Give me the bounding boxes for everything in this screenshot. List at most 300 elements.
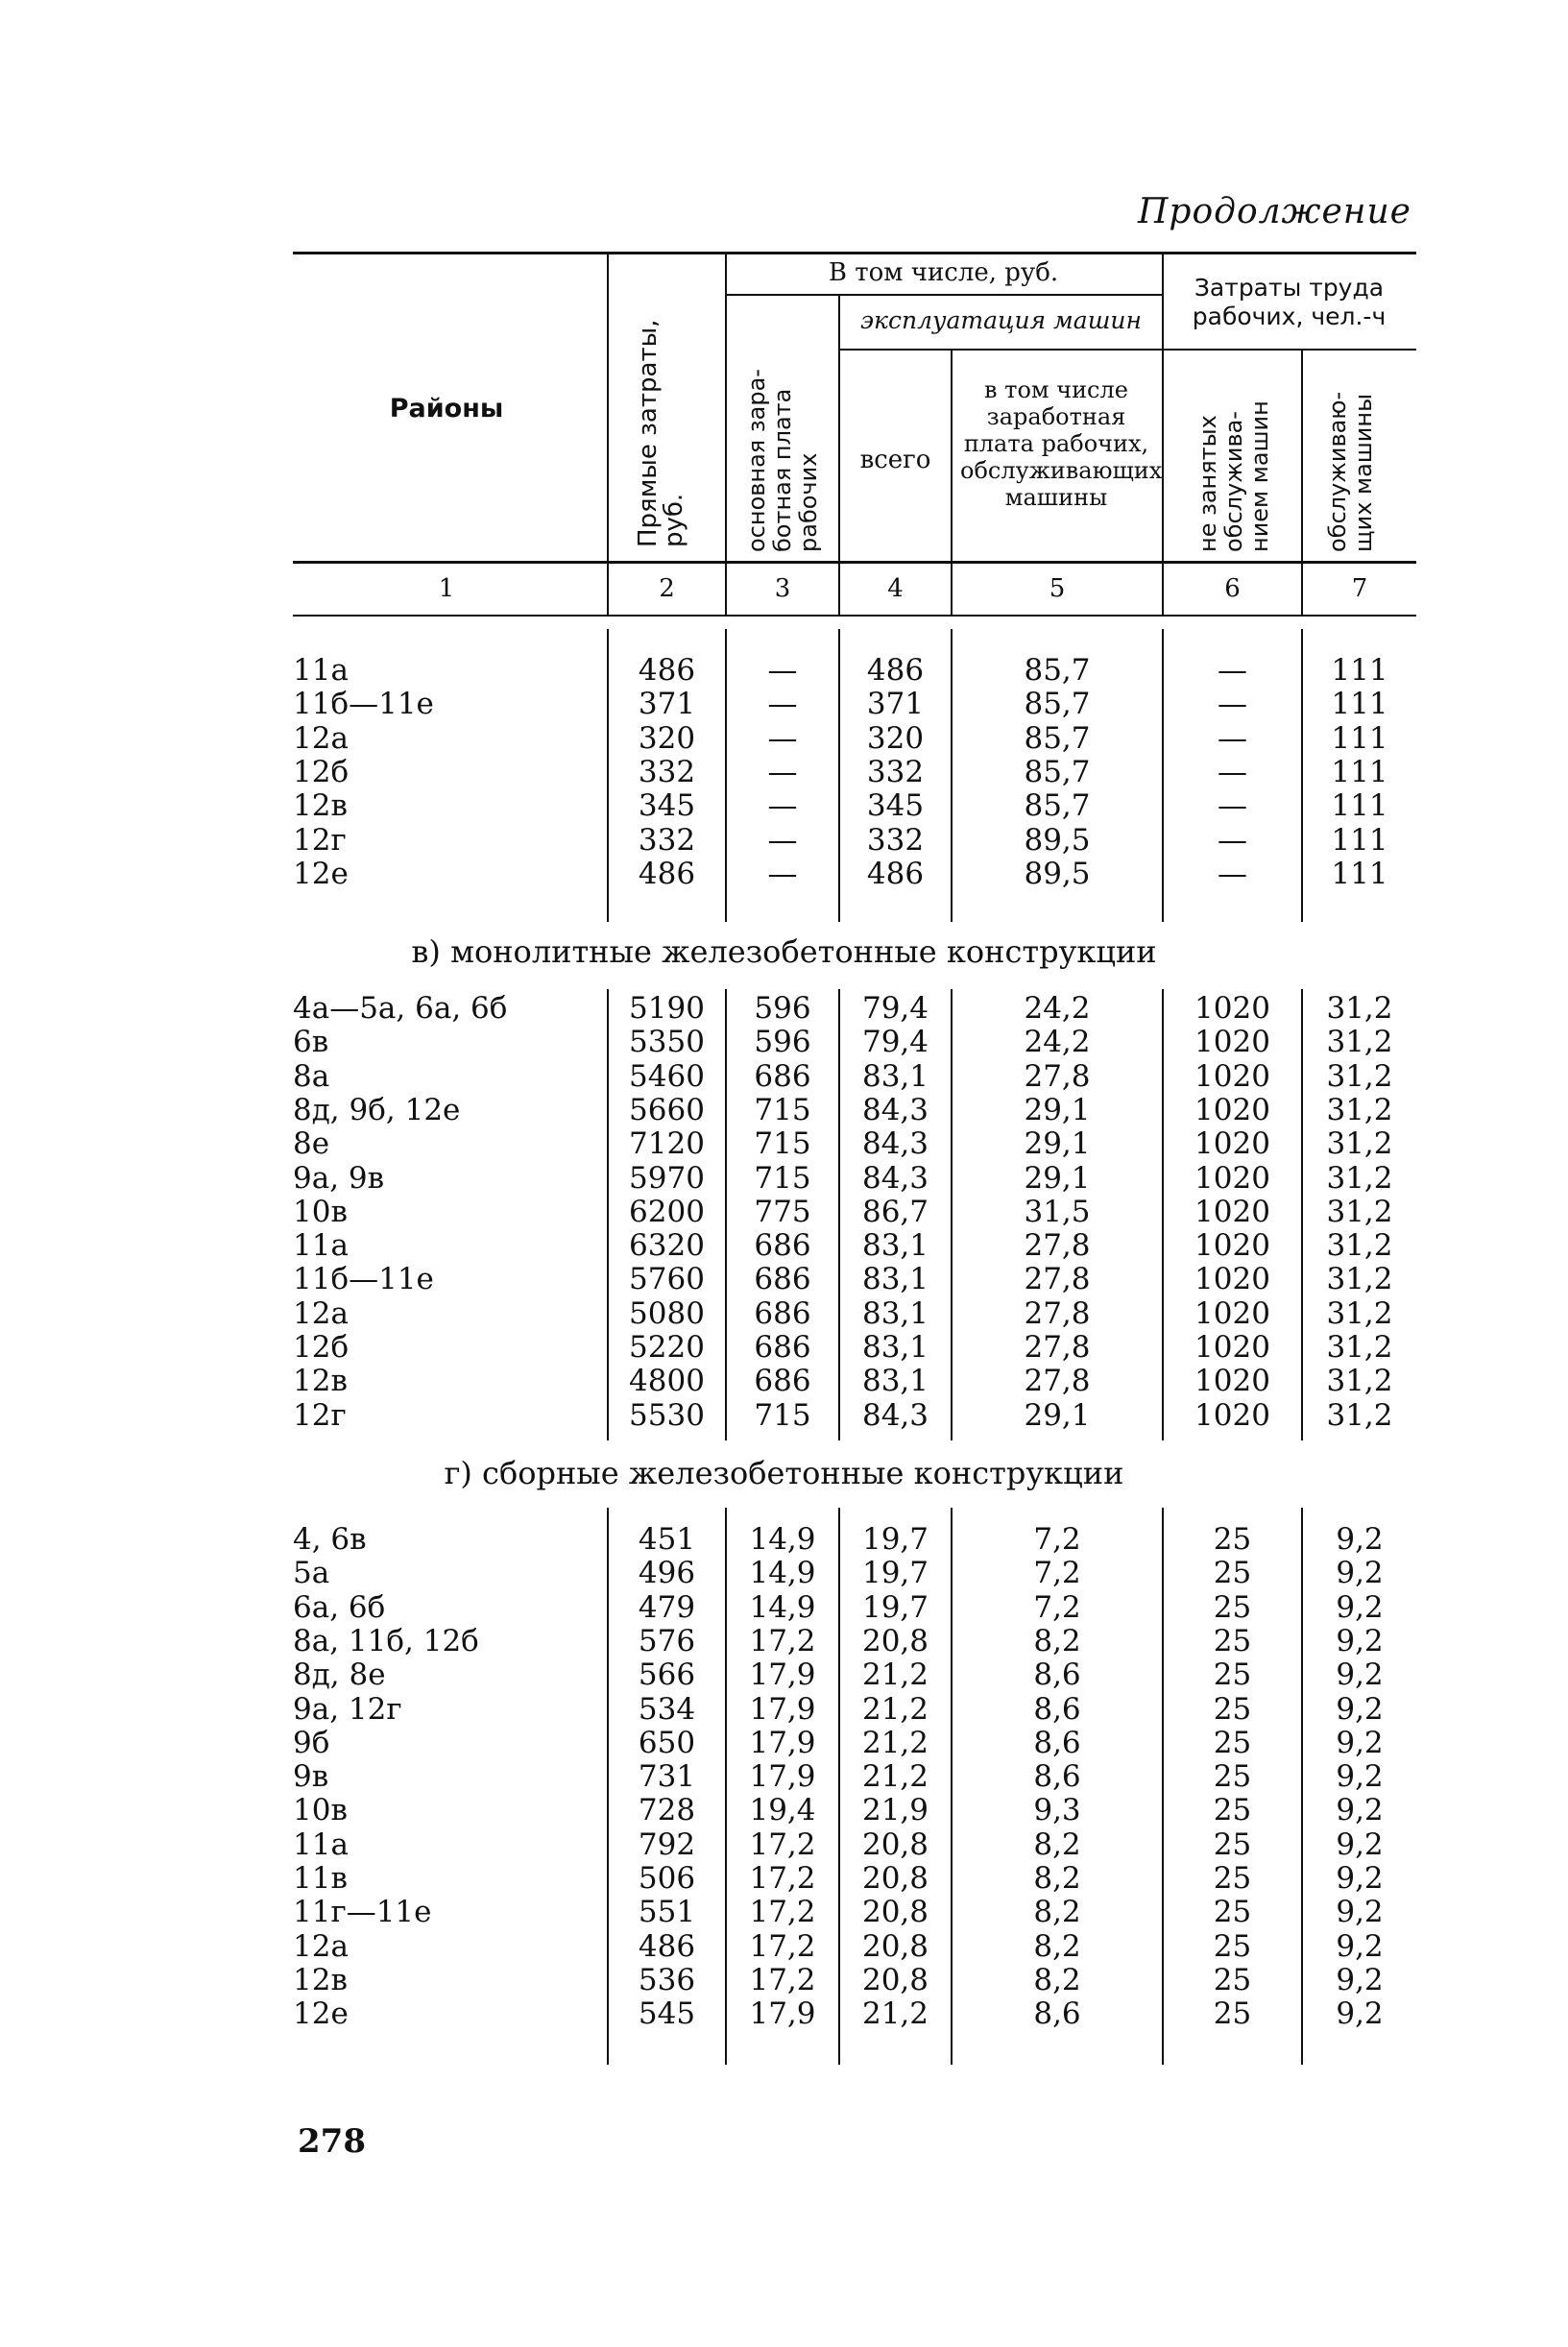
header-including-rub: В том числе, руб. <box>828 258 1059 287</box>
table-row <box>0 1330 1568 1365</box>
region-cell: 12б <box>293 754 350 789</box>
table-row <box>0 687 1568 721</box>
table-row <box>0 1228 1568 1263</box>
value-cell-c2: 371 <box>638 687 696 722</box>
value-cell-c7: 111 <box>1331 687 1388 722</box>
region-cell: 9а, 9в <box>293 1160 385 1196</box>
region-cell: 11в <box>293 1861 348 1896</box>
value-cell-c3: 19,4 <box>749 1793 816 1828</box>
column-number: 7 <box>1351 574 1368 603</box>
value-cell-c2: 5460 <box>629 1058 705 1094</box>
value-cell-c3: 17,2 <box>749 1895 816 1930</box>
value-cell-c3: 775 <box>754 1194 811 1229</box>
value-cell-c7: 31,2 <box>1326 1194 1393 1229</box>
value-cell-c6: 25 <box>1213 1861 1252 1896</box>
header-machine-operation: эксплуатация машин <box>860 306 1142 334</box>
value-cell-c4: 19,7 <box>861 1589 929 1625</box>
table-row <box>0 1059 1568 1094</box>
value-cell-c7: 9,2 <box>1336 1895 1384 1930</box>
value-cell-c6: 1020 <box>1194 1295 1270 1331</box>
table-row <box>0 1624 1568 1658</box>
region-cell: 12а <box>293 1295 349 1331</box>
header-machine-workers: обслуживаю- щих машины <box>1324 391 1377 552</box>
value-cell-c3: — <box>767 788 798 824</box>
value-cell-c3: 17,2 <box>749 1827 816 1862</box>
value-cell-c4: 21,9 <box>861 1793 929 1828</box>
value-cell-c7: 31,2 <box>1326 1025 1393 1060</box>
value-cell-c4: 83,1 <box>861 1364 929 1399</box>
value-cell-c4: 21,2 <box>861 1759 929 1795</box>
value-cell-c6: 25 <box>1213 1623 1252 1658</box>
value-cell-c7: 9,2 <box>1336 1522 1384 1557</box>
value-cell-c3: 715 <box>754 1397 811 1433</box>
value-cell-c4: 21,2 <box>861 1691 929 1727</box>
value-cell-c6: 1020 <box>1194 1058 1270 1094</box>
value-cell-c7: 9,2 <box>1336 1623 1384 1658</box>
value-cell-c2: 792 <box>638 1827 696 1862</box>
value-cell-c2: 5760 <box>629 1262 705 1297</box>
value-cell-c2: 4800 <box>629 1364 705 1399</box>
region-cell: 11б—11е <box>293 1262 434 1297</box>
value-cell-c5: 29,1 <box>1024 1126 1091 1162</box>
region-cell: 12е <box>293 1996 349 2032</box>
region-cell: 12в <box>293 788 348 824</box>
value-cell-c5: 7,2 <box>1033 1556 1081 1591</box>
value-cell-c5: 8,2 <box>1033 1962 1081 1997</box>
value-cell-c6: 1020 <box>1194 1025 1270 1060</box>
value-cell-c5: 89,5 <box>1024 856 1091 891</box>
value-cell-c7: 9,2 <box>1336 1962 1384 1997</box>
machine-sub-rule <box>840 349 1162 351</box>
labor-sub-rule <box>1164 349 1416 351</box>
value-cell-c4: 19,7 <box>861 1556 929 1591</box>
value-cell-c5: 8,6 <box>1033 1759 1081 1795</box>
value-cell-c2: 551 <box>638 1895 696 1930</box>
value-cell-c6: 25 <box>1213 1996 1252 2032</box>
value-cell-c5: 8,2 <box>1033 1827 1081 1862</box>
table-row <box>0 1590 1568 1625</box>
table-row <box>0 823 1568 858</box>
value-cell-c5: 89,5 <box>1024 822 1091 858</box>
table-row <box>0 1963 1568 1997</box>
value-cell-c5: 8,6 <box>1033 1725 1081 1760</box>
value-cell-c2: 345 <box>638 788 696 824</box>
table-row <box>0 1093 1568 1127</box>
value-cell-c2: 5080 <box>629 1295 705 1331</box>
value-cell-c4: 20,8 <box>861 1623 929 1658</box>
region-cell: 4, 6в <box>293 1522 367 1557</box>
section-title-precast: г) сборные железобетонные конструкции <box>444 1455 1124 1491</box>
column-number: 1 <box>438 574 455 603</box>
column-number: 5 <box>1049 574 1066 603</box>
colnum-vline <box>838 561 840 615</box>
value-cell-c2: 486 <box>638 653 696 688</box>
value-cell-c6: 1020 <box>1194 1364 1270 1399</box>
including-sub-rule <box>725 294 1162 296</box>
region-cell: 11б—11е <box>293 687 434 722</box>
value-cell-c5: 29,1 <box>1024 1160 1091 1196</box>
value-cell-c4: 84,3 <box>861 1397 929 1433</box>
value-cell-c2: 5350 <box>629 1025 705 1060</box>
value-cell-c2: 566 <box>638 1657 696 1693</box>
value-cell-c4: 20,8 <box>861 1827 929 1862</box>
value-cell-c2: 5220 <box>629 1330 705 1365</box>
value-cell-c4: 86,7 <box>861 1194 929 1229</box>
value-cell-c7: 111 <box>1331 788 1388 824</box>
page-number: 278 <box>298 2122 366 2161</box>
region-cell: 12а <box>293 720 349 756</box>
value-cell-c3: 14,9 <box>749 1556 816 1591</box>
region-cell: 11г—11е <box>293 1895 432 1930</box>
body-vline <box>1301 629 1303 922</box>
body-vline <box>951 989 953 1440</box>
value-cell-c2: 5190 <box>629 991 705 1026</box>
value-cell-c7: 9,2 <box>1336 1861 1384 1896</box>
value-cell-c3: — <box>767 720 798 756</box>
region-cell: 12в <box>293 1962 348 1997</box>
value-cell-c4: 20,8 <box>861 1895 929 1930</box>
region-cell: 10в <box>293 1793 348 1828</box>
value-cell-c4: 332 <box>866 754 925 789</box>
value-cell-c7: 111 <box>1331 822 1388 858</box>
table-row <box>0 1398 1568 1433</box>
value-cell-c3: 596 <box>754 991 811 1026</box>
table-row <box>0 991 1568 1026</box>
value-cell-c7: 31,2 <box>1326 1228 1393 1264</box>
table-row <box>0 1195 1568 1229</box>
region-cell: 12б <box>293 1330 350 1365</box>
value-cell-c6: — <box>1218 653 1247 688</box>
value-cell-c4: 371 <box>866 687 925 722</box>
value-cell-c5: 24,2 <box>1024 1025 1091 1060</box>
region-cell: 8е <box>293 1126 330 1162</box>
value-cell-c3: 686 <box>754 1295 811 1331</box>
value-cell-c4: 79,4 <box>861 1025 929 1060</box>
colnum-vline <box>951 561 953 615</box>
body-vline <box>607 989 609 1440</box>
column-number: 3 <box>774 574 791 603</box>
value-cell-c3: 17,2 <box>749 1623 816 1658</box>
value-cell-c6: — <box>1218 754 1247 789</box>
value-cell-c6: 25 <box>1213 1962 1252 1997</box>
value-cell-c5: 8,6 <box>1033 1657 1081 1693</box>
value-cell-c7: 31,2 <box>1326 1058 1393 1094</box>
value-cell-c3: 17,2 <box>749 1861 816 1896</box>
value-cell-c2: 545 <box>638 1996 696 2032</box>
value-cell-c5: 85,7 <box>1024 653 1091 688</box>
column-number: 4 <box>887 574 904 603</box>
table-row <box>0 755 1568 789</box>
value-cell-c6: 1020 <box>1194 1228 1270 1264</box>
value-cell-c4: 19,7 <box>861 1522 929 1557</box>
value-cell-c7: 111 <box>1331 653 1388 688</box>
value-cell-c6: — <box>1218 687 1247 722</box>
table-row <box>0 1025 1568 1059</box>
value-cell-c5: 27,8 <box>1024 1058 1091 1094</box>
table-row <box>0 721 1568 756</box>
table-row <box>0 1657 1568 1692</box>
value-cell-c6: 1020 <box>1194 1126 1270 1162</box>
region-cell: 12в <box>293 1364 348 1399</box>
value-cell-c6: — <box>1218 788 1247 824</box>
value-cell-c7: 9,2 <box>1336 1759 1384 1795</box>
value-cell-c5: 85,7 <box>1024 687 1091 722</box>
header-basic-wage: основная зара- ботная плата рабочих <box>743 369 822 552</box>
value-cell-c2: 576 <box>638 1623 696 1658</box>
value-cell-c6: — <box>1218 720 1247 756</box>
header-regions: Районы <box>389 394 504 423</box>
value-cell-c5: 85,7 <box>1024 788 1091 824</box>
value-cell-c7: 9,2 <box>1336 1589 1384 1625</box>
value-cell-c3: 17,9 <box>749 1759 816 1795</box>
region-cell: 10в <box>293 1194 348 1229</box>
value-cell-c7: 111 <box>1331 754 1388 789</box>
table-row <box>0 1996 1568 2031</box>
value-cell-c3: 715 <box>754 1160 811 1196</box>
value-cell-c3: 17,2 <box>749 1928 816 1964</box>
value-cell-c4: 486 <box>866 653 925 688</box>
region-cell: 4а—5а, 6а, 6б <box>293 991 508 1026</box>
value-cell-c3: — <box>767 856 798 891</box>
table-row <box>0 1929 1568 1964</box>
value-cell-c7: 9,2 <box>1336 1996 1384 2032</box>
value-cell-c7: 9,2 <box>1336 1657 1384 1693</box>
region-cell: 12г <box>293 822 347 858</box>
table-row <box>0 1126 1568 1161</box>
value-cell-c5: 8,6 <box>1033 1691 1081 1727</box>
value-cell-c2: 332 <box>638 822 696 858</box>
value-cell-c3: 14,9 <box>749 1589 816 1625</box>
value-cell-c5: 85,7 <box>1024 754 1091 789</box>
value-cell-c3: — <box>767 653 798 688</box>
value-cell-c2: 320 <box>638 720 696 756</box>
header-total: всего <box>859 446 931 474</box>
body-vline <box>1162 629 1164 922</box>
colnum-vline <box>607 561 609 615</box>
body-vline <box>838 629 840 922</box>
value-cell-c2: 479 <box>638 1589 696 1625</box>
value-cell-c5: 8,2 <box>1033 1861 1081 1896</box>
value-cell-c4: 486 <box>866 856 925 891</box>
value-cell-c4: 320 <box>866 720 925 756</box>
value-cell-c6: 25 <box>1213 1725 1252 1760</box>
value-cell-c6: 1020 <box>1194 1397 1270 1433</box>
body-vline <box>951 1508 953 2065</box>
region-cell: 9б <box>293 1725 330 1760</box>
value-cell-c4: 83,1 <box>861 1262 929 1297</box>
value-cell-c7: 31,2 <box>1326 991 1393 1026</box>
body-vline <box>725 629 727 922</box>
value-cell-c6: 1020 <box>1194 1092 1270 1127</box>
value-cell-c5: 8,2 <box>1033 1928 1081 1964</box>
value-cell-c3: — <box>767 687 798 722</box>
region-cell: 8д, 9б, 12е <box>293 1092 461 1127</box>
value-cell-c2: 451 <box>638 1522 696 1557</box>
value-cell-c4: 20,8 <box>861 1962 929 1997</box>
table-row <box>0 1726 1568 1760</box>
value-cell-c2: 496 <box>638 1556 696 1591</box>
table-row <box>0 1262 1568 1296</box>
value-cell-c2: 728 <box>638 1793 696 1828</box>
value-cell-c6: 1020 <box>1194 1330 1270 1365</box>
value-cell-c3: 17,9 <box>749 1657 816 1693</box>
value-cell-c5: 29,1 <box>1024 1092 1091 1127</box>
value-cell-c3: 715 <box>754 1092 811 1127</box>
value-cell-c3: 17,9 <box>749 1691 816 1727</box>
value-cell-c7: 31,2 <box>1326 1262 1393 1297</box>
table-row <box>0 1759 1568 1794</box>
value-cell-c6: 25 <box>1213 1556 1252 1591</box>
table-row <box>0 1692 1568 1727</box>
region-cell: 5а <box>293 1556 330 1591</box>
value-cell-c4: 21,2 <box>861 1996 929 2032</box>
header-labor-costs: Затраты труда рабочих, чел.-ч <box>1192 274 1387 330</box>
value-cell-c5: 8,2 <box>1033 1895 1081 1930</box>
body-vline <box>838 1508 840 2065</box>
value-cell-c4: 332 <box>866 822 925 858</box>
table-row <box>0 1861 1568 1896</box>
value-cell-c5: 27,8 <box>1024 1228 1091 1264</box>
region-cell: 12а <box>293 1928 349 1964</box>
value-cell-c3: 17,2 <box>749 1962 816 1997</box>
value-cell-c6: 25 <box>1213 1895 1252 1930</box>
colnum-vline <box>1162 561 1164 615</box>
value-cell-c7: 31,2 <box>1326 1092 1393 1127</box>
value-cell-c6: 25 <box>1213 1522 1252 1557</box>
value-cell-c3: 686 <box>754 1330 811 1365</box>
value-cell-c3: 596 <box>754 1025 811 1060</box>
colnum-bottom-rule <box>293 615 1416 617</box>
value-cell-c7: 9,2 <box>1336 1827 1384 1862</box>
value-cell-c5: 7,2 <box>1033 1589 1081 1625</box>
value-cell-c7: 31,2 <box>1326 1330 1393 1365</box>
value-cell-c2: 650 <box>638 1725 696 1760</box>
body-vline <box>725 1508 727 2065</box>
value-cell-c4: 21,2 <box>861 1657 929 1693</box>
value-cell-c2: 6320 <box>629 1228 705 1264</box>
region-cell: 8а, 11б, 12б <box>293 1623 479 1658</box>
value-cell-c5: 8,2 <box>1033 1623 1081 1658</box>
header-incl-wage: в том числе заработная плата рабочих, обслуживающих машины <box>960 376 1163 511</box>
value-cell-c2: 5530 <box>629 1397 705 1433</box>
table-row <box>0 1556 1568 1590</box>
value-cell-c5: 9,3 <box>1033 1793 1081 1828</box>
region-cell: 11а <box>293 1228 349 1264</box>
column-number: 6 <box>1224 574 1241 603</box>
body-vline <box>838 989 840 1440</box>
value-cell-c4: 84,3 <box>861 1126 929 1162</box>
value-cell-c2: 7120 <box>629 1126 705 1162</box>
value-cell-c7: 31,2 <box>1326 1397 1393 1433</box>
region-cell: 11а <box>293 1827 349 1862</box>
value-cell-c6: 1020 <box>1194 1262 1270 1297</box>
value-cell-c3: — <box>767 822 798 858</box>
value-cell-c2: 506 <box>638 1861 696 1896</box>
value-cell-c3: 686 <box>754 1262 811 1297</box>
value-cell-c3: — <box>767 754 798 789</box>
value-cell-c5: 31,5 <box>1024 1194 1091 1229</box>
value-cell-c3: 686 <box>754 1058 811 1094</box>
value-cell-c7: 9,2 <box>1336 1793 1384 1828</box>
value-cell-c5: 27,8 <box>1024 1364 1091 1399</box>
value-cell-c3: 14,9 <box>749 1522 816 1557</box>
value-cell-c7: 31,2 <box>1326 1126 1393 1162</box>
table-row <box>0 653 1568 688</box>
table-row <box>0 1161 1568 1196</box>
value-cell-c6: 25 <box>1213 1589 1252 1625</box>
region-cell: 6а, 6б <box>293 1589 386 1625</box>
value-cell-c3: 686 <box>754 1228 811 1264</box>
header-direct-costs: Прямые затраты, руб. <box>634 319 688 547</box>
body-vline <box>1301 989 1303 1440</box>
value-cell-c2: 536 <box>638 1962 696 1997</box>
value-cell-c6: 1020 <box>1194 1160 1270 1196</box>
value-cell-c6: 1020 <box>1194 1194 1270 1229</box>
column-number: 2 <box>659 574 675 603</box>
body-vline <box>607 1508 609 2065</box>
value-cell-c2: 5970 <box>629 1160 705 1196</box>
region-cell: 9в <box>293 1759 329 1795</box>
value-cell-c3: 686 <box>754 1364 811 1399</box>
value-cell-c5: 29,1 <box>1024 1397 1091 1433</box>
value-cell-c2: 731 <box>638 1759 696 1795</box>
value-cell-c4: 21,2 <box>861 1725 929 1760</box>
value-cell-c2: 486 <box>638 856 696 891</box>
value-cell-c4: 83,1 <box>861 1330 929 1365</box>
value-cell-c6: — <box>1218 822 1247 858</box>
value-cell-c6: 25 <box>1213 1827 1252 1862</box>
value-cell-c7: 31,2 <box>1326 1295 1393 1331</box>
body-vline <box>1162 989 1164 1440</box>
region-cell: 11а <box>293 653 349 688</box>
value-cell-c7: 9,2 <box>1336 1691 1384 1727</box>
region-cell: 8д, 8е <box>293 1657 386 1693</box>
value-cell-c4: 84,3 <box>861 1092 929 1127</box>
continuation-label: Продолжение <box>1138 192 1411 231</box>
value-cell-c4: 20,8 <box>861 1928 929 1964</box>
value-cell-c4: 345 <box>866 788 925 824</box>
value-cell-c7: 9,2 <box>1336 1725 1384 1760</box>
value-cell-c2: 486 <box>638 1928 696 1964</box>
body-vline <box>607 629 609 922</box>
value-cell-c5: 27,8 <box>1024 1262 1091 1297</box>
value-cell-c7: 9,2 <box>1336 1556 1384 1591</box>
value-cell-c5: 27,8 <box>1024 1330 1091 1365</box>
header-top-rule <box>293 252 1416 254</box>
body-vline <box>1301 1508 1303 2065</box>
region-cell: 6в <box>293 1025 329 1060</box>
value-cell-c6: 25 <box>1213 1928 1252 1964</box>
header-bottom-rule <box>293 561 1416 564</box>
value-cell-c7: 111 <box>1331 720 1388 756</box>
value-cell-c4: 83,1 <box>861 1058 929 1094</box>
value-cell-c4: 83,1 <box>861 1295 929 1331</box>
table-row <box>0 788 1568 823</box>
colnum-vline <box>1301 561 1303 615</box>
value-cell-c5: 27,8 <box>1024 1295 1091 1331</box>
value-cell-c5: 7,2 <box>1033 1522 1081 1557</box>
value-cell-c2: 534 <box>638 1691 696 1727</box>
body-vline <box>1162 1508 1164 2065</box>
value-cell-c7: 111 <box>1331 856 1388 891</box>
value-cell-c2: 5660 <box>629 1092 705 1127</box>
colnum-vline <box>725 561 727 615</box>
value-cell-c2: 6200 <box>629 1194 705 1229</box>
value-cell-c4: 79,4 <box>861 991 929 1026</box>
value-cell-c3: 17,9 <box>749 1725 816 1760</box>
value-cell-c6: 25 <box>1213 1691 1252 1727</box>
value-cell-c5: 85,7 <box>1024 720 1091 756</box>
